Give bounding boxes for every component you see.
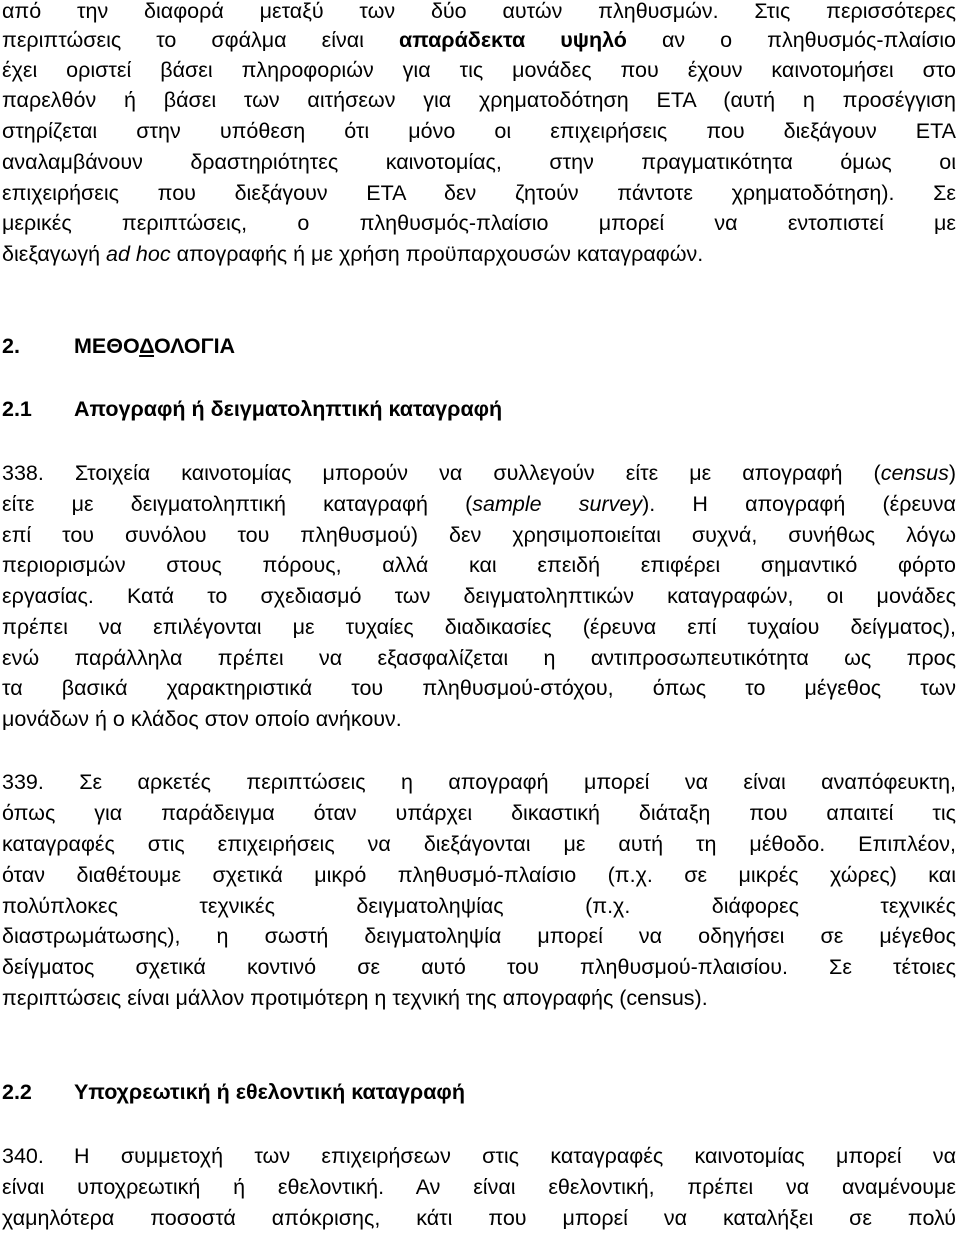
section-number: 2. [2, 334, 20, 358]
subsection-heading [2, 394, 956, 424]
emphasis-text: απαράδεκτα υψηλό [398, 28, 627, 52]
text-line: είναι υποχρεωτική ή εθελοντική. Αν είναι εθελοντική, πρέπει να αναμένουμε [2, 1175, 956, 1199]
italic-term: ad hoc [106, 242, 171, 266]
text-line: καταγραφές στις επιχειρήσεις να διεξάγονται με αυτή τη μέθοδο. Επιπλέον, [2, 832, 956, 856]
text-line: όπως για παράδειγμα όταν υπάρχει δικαστική διάταξη που απαιτεί τις [2, 801, 956, 825]
text-line: μονάδων ή ο κλάδος στον οποίο ανήκουν. [2, 707, 402, 731]
text-line: στηρίζεται στην υπόθεση ότι μόνο οι επιχειρήσεις που διεξάγουν ΕΤΑ [2, 119, 956, 143]
text-line: περιπτώσεις είναι μάλλον προτιμότερη η τεχνική της απογραφής (census). [2, 986, 708, 1010]
text-line: 338. Στοιχεία καινοτομίας μπορούν να συλλεγούν είτε με απογραφή (census) [2, 458, 956, 488]
text-line: ενώ παράλληλα πρέπει να εξασφαλίζεται η αντιπροσωπευτικότητα ως προς [2, 646, 956, 670]
text-line: πρέπει να επιλέγονται με τυχαίες διαδικασίες (έρευνα επί τυχαίου δείγματος), [2, 615, 956, 639]
section-title: ΜΕΘΟΔΟΛΟΓΙΑ [74, 334, 236, 358]
italic-term: sample survey [472, 492, 643, 516]
italic-term: census [880, 461, 949, 485]
text-line: διεξαγωγή ad hoc απογραφής ή με χρήση προϋπαρχουσών καταγραφών. [2, 242, 704, 266]
subsection-title: Απογραφή ή δειγματοληπτική καταγραφή [74, 397, 503, 421]
subsection-heading [2, 1077, 956, 1107]
text-line: όταν διαθέτουμε σχετικά μικρό πληθυσμό-πλαίσιο (π.χ. σε μικρές χώρες) και [2, 863, 956, 887]
text-line: περιπτώσεις το σφάλμα είναι απαράδεκτα υψηλό αν ο πληθυσμός-πλαίσιο [2, 28, 956, 52]
subsection-number: 2.2 [2, 1080, 32, 1104]
text-line: χαμηλότερα ποσοστά απόκρισης, κάτι που μπορεί να καταλήξει σε πολύ [2, 1206, 956, 1230]
text-line: εργασίας. Κατά το σχεδιασμό των δειγματοληπτικών καταγραφών, οι μονάδες [2, 584, 956, 608]
text-line: πολύπλοκες τεχνικές δειγματοληψίας (π.χ. διάφορες τεχνικές [2, 894, 956, 918]
text-line: δείγματος σχετικά κοντινό σε αυτό του πληθυσμού-πλαισίου. Σε τέτοιες [2, 955, 956, 979]
text-line: παρελθόν ή βάσει των αιτήσεων για χρηματοδότηση ΕΤΑ (αυτή η προσέγγιση [2, 88, 956, 112]
paragraph-number: 338. [2, 461, 44, 485]
text-line: 340. Η συμμετοχή των επιχειρήσεων στις καταγραφές καινοτομίας μπορεί να [2, 1141, 956, 1171]
text-line: επί του συνόλου του πληθυσμού) δεν χρησιμοποιείται συχνά, συνήθως λόγω [2, 523, 956, 547]
paragraph-number: 339. [2, 770, 44, 794]
subsection-number: 2.1 [2, 397, 32, 421]
text-line: διαστρωμάτωσης), η σωστή δειγματοληψία μπορεί να οδηγήσει σε μέγεθος [2, 924, 956, 948]
text-line: 339. Σε αρκετές περιπτώσεις η απογραφή μπορεί να είναι αναπόφευκτη, [2, 770, 956, 794]
text-line: τα βασικά χαρακτηριστικά του πληθυσμού-στόχου, όπως το μέγεθος των [2, 676, 956, 700]
text-line: αναλαμβάνουν δραστηριότητες καινοτομίας, στην πραγματικότητα όμως οι [2, 150, 956, 174]
text-line: επιχειρήσεις που διεξάγουν ΕΤΑ δεν ζητούν πάντοτε χρηματοδότηση). Σε [2, 181, 956, 205]
text-line: από την διαφορά μεταξύ των δύο αυτών πληθυσμών. Στις περισσότερες [2, 0, 956, 23]
paragraph-number: 340. [2, 1144, 44, 1168]
subsection-title: Υποχρεωτική ή εθελοντική καταγραφή [74, 1080, 465, 1104]
text-line: περιορισμών στους πόρους, αλλά και επειδή επιφέρει σημαντικό φόρτο [2, 553, 956, 577]
section-heading [2, 331, 956, 361]
text-line: έχει οριστεί βάσει πληροφοριών για τις μονάδες που έχουν καινοτομήσει στο [2, 58, 956, 82]
text-line: μερικές περιπτώσεις, ο πληθυσμός-πλαίσιο μπορεί να εντοπιστεί με [2, 211, 956, 235]
text-line: είτε με δειγματοληπτική καταγραφή (sample survey). Η απογραφή (έρευνα [2, 492, 956, 516]
